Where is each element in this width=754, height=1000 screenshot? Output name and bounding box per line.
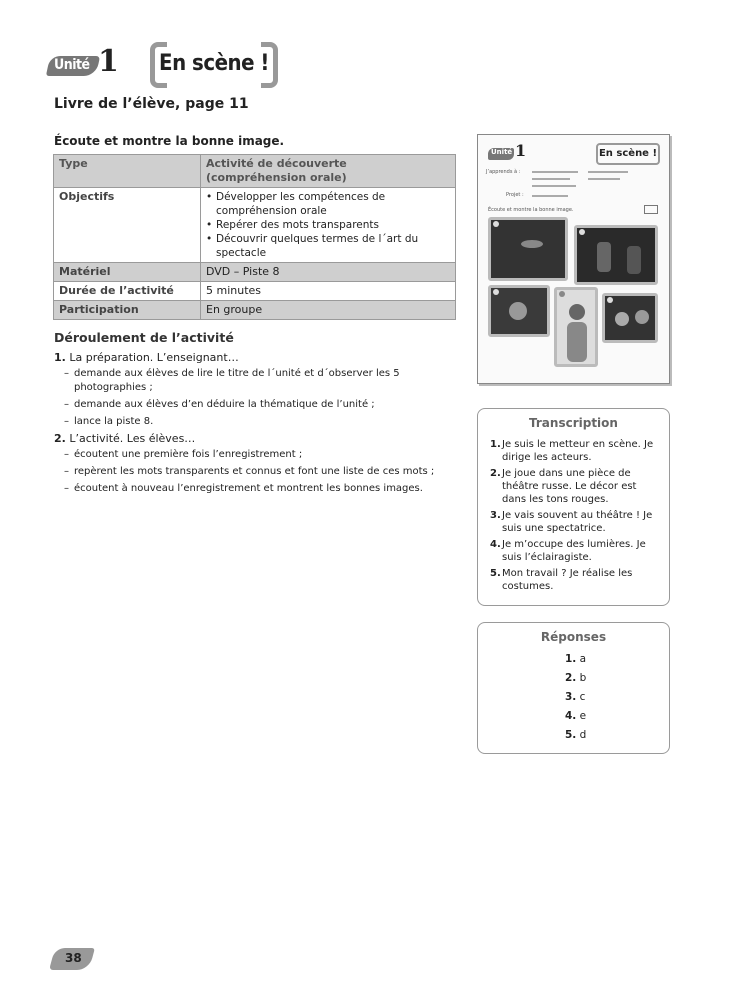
item-number: 5.: [490, 568, 501, 579]
table-row: [54, 263, 456, 282]
table-row: [54, 301, 456, 320]
item-number: 2.: [565, 672, 577, 684]
photo-e: [602, 293, 658, 343]
list-item: – lance la piste 8.: [64, 415, 454, 429]
photo-b: [574, 225, 658, 285]
item-text: Je vais souvent au théâtre ! Je suis une spectatrice.: [502, 510, 653, 534]
transcription-list: [490, 438, 657, 593]
procedure-section: [54, 330, 454, 499]
step-label: La préparation. L’enseignant…: [69, 351, 239, 364]
table-row: [54, 282, 456, 301]
unit-title-box: [150, 42, 278, 88]
page-number: 38: [65, 951, 82, 965]
list-item: – écoutent une première fois l’enregistrement ;: [64, 448, 454, 462]
list-item: – demande aux élèves de lire le titre de l´unité et d´observer les 5 photographies ;: [64, 367, 454, 395]
transcription-title: Transcription: [529, 416, 618, 430]
table-value: [201, 188, 456, 263]
item-number: 5.: [565, 729, 577, 741]
table-key: Type: [54, 155, 201, 188]
activity-title: Écoute et montre la bonne image.: [54, 134, 285, 148]
list-item: [490, 567, 657, 593]
step-items: [64, 448, 454, 496]
list-item: • Découvrir quelques termes de l´art du spectacle: [206, 232, 450, 260]
table-key: Participation: [54, 301, 201, 320]
table-key: Matériel: [54, 263, 201, 282]
answers-box: [477, 622, 670, 754]
list-item: [478, 650, 669, 669]
table-value: En groupe: [201, 301, 456, 320]
item-text: Je m’occupe des lumières. Je suis l’éclairagiste.: [502, 539, 646, 563]
item-text: Je joue dans une pièce de théâtre russe. Le décor est dans les tons rouges.: [502, 468, 637, 505]
activity-info-table: [53, 154, 456, 320]
objectives-list: [206, 190, 450, 260]
list-item: [478, 726, 669, 745]
answer-text: a: [579, 653, 587, 665]
list-item: [478, 707, 669, 726]
item-text: Je suis le metteur en scène. Je dirige les acteurs.: [502, 439, 654, 463]
unit-title: En scène !: [159, 51, 269, 76]
table-key: Objectifs: [54, 188, 201, 263]
thumbnail-instruction: Écoute et montre la bonne image.: [488, 207, 574, 213]
item-number: 2.: [490, 468, 501, 479]
thumbnail-unit-word: Unité: [491, 148, 513, 156]
table-value: DVD – Piste 8: [201, 263, 456, 282]
answer-text: d: [579, 729, 587, 741]
step-number: 1.: [54, 351, 66, 364]
thumbnail-unit-badge: [488, 141, 527, 163]
list-item: [490, 438, 657, 464]
list-item: [478, 688, 669, 707]
item-number: 3.: [565, 691, 577, 703]
procedure-step: [54, 432, 454, 445]
thumbnail-title: En scène !: [596, 143, 660, 165]
list-item: [478, 669, 669, 688]
step-number: 2.: [54, 432, 66, 445]
list-item: [490, 467, 657, 506]
page-number-badge: [52, 944, 94, 972]
table-value: Activité de découverte (compréhension orale): [201, 155, 456, 188]
answer-text: b: [579, 672, 587, 684]
list-item: – repèrent les mots transparents et connus et font une liste de ces mots ;: [64, 465, 454, 479]
step-items: [64, 367, 454, 429]
list-item: [490, 509, 657, 535]
item-text: Mon travail ? Je réalise les costumes.: [502, 568, 633, 592]
unit-badge: [48, 44, 119, 84]
table-key: Durée de l’activité: [54, 282, 201, 301]
answers-list: [478, 650, 669, 745]
table-row: [54, 188, 456, 263]
thumbnail-unit-number: 1: [515, 141, 527, 160]
student-book-page-thumbnail: [477, 134, 670, 384]
table-value: 5 minutes: [201, 282, 456, 301]
answers-title: Réponses: [540, 630, 607, 644]
photo-a: [488, 217, 568, 281]
dvd-icon: [644, 205, 658, 214]
list-item: [490, 538, 657, 564]
item-number: 1.: [490, 439, 501, 450]
item-number: 1.: [565, 653, 577, 665]
list-item: • Développer les compétences de compréhension orale: [206, 190, 450, 218]
unit-number: 1: [98, 44, 119, 79]
procedure-step: [54, 351, 454, 364]
unit-word: Unité: [54, 57, 90, 73]
procedure-title: Déroulement de l’activité: [54, 330, 234, 345]
transcription-box: [477, 408, 670, 606]
table-row: [54, 155, 456, 188]
photo-d: [554, 287, 598, 367]
photo-c: [488, 285, 550, 337]
answer-text: c: [579, 691, 586, 703]
list-item: • Repérer des mots transparents: [206, 218, 450, 232]
answer-text: e: [579, 710, 587, 722]
item-number: 3.: [490, 510, 501, 521]
list-item: – écoutent à nouveau l’enregistrement et montrent les bonnes images.: [64, 482, 454, 496]
thumbnail-projet: Projet :: [506, 192, 524, 198]
page-subtitle: Livre de l’élève, page 11: [54, 96, 249, 112]
thumbnail-apprends: J’apprends à :: [486, 169, 521, 175]
step-label: L’activité. Les élèves…: [69, 432, 196, 445]
item-number: 4.: [490, 539, 501, 550]
item-number: 4.: [565, 710, 577, 722]
list-item: – demande aux élèves d’en déduire la thématique de l’unité ;: [64, 398, 454, 412]
